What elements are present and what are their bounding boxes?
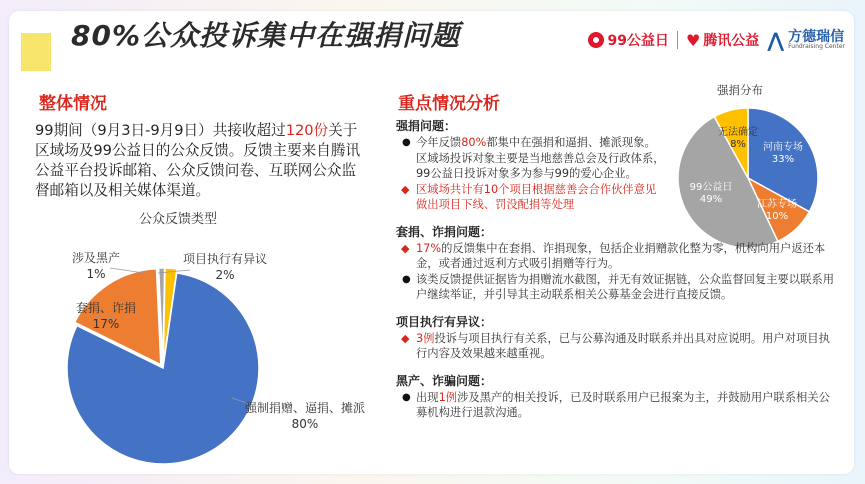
list-item: ◆ 区域场共计有10个项目根据慈善会合作伙伴意见做出项目下线、罚没配捐等处理 [401,182,657,211]
main-pie-label-1: 套捐、诈捐 17% [75,301,136,331]
logo-tencent-gongyi: ♥ 腾讯公益 [685,30,760,50]
logo-99-gongyiri: 99公益日 [588,30,668,50]
group-forced-donation: 强捐问题： ● 今年反馈80%都集中在强捐和逼捐、摊派现象。区域场投诉对象主要是当地慈善总会及行政体系，99公益日投诉对象多为参与99的爱心企业。 ◆ 区域场共计有10个项目根据慈善会合作伙伴意见做出项目下线、罚没配捐等处理 [396,119,665,211]
list-item: ◆ 17%的反馈集中在套捐、诈捐现象，包括企业捐赠款化整为零，机构向用户返还本金，或者通过返利方式吸引捐赠等行为。 [401,241,826,270]
group-black-industry: 黑产、诈骗问题： ● 出现1例涉及黑产的相关投诉，已及时联系用户已报案为主，并鼓励用户联系相关公募机构进行退款沟通。 [396,372,836,421]
logo-fangde: ⋀ 方德瑞信 Fundraising Center [767,28,845,52]
small-pie-label-1: 江苏专场 10% [757,199,797,222]
overall-heading: 整体情况 [39,94,107,114]
small-pie-label-3: 无法确定 8% [718,127,758,150]
list-item: ◆ 3例投诉与项目执行有关系，已与公募沟通及时联系并出具对应说明。用户对项目执行内容及效果越来越重视。 [401,331,830,360]
fangde-icon: ⋀ [767,28,785,52]
main-pie-label-3: 项目执行有异议 2% [182,252,267,282]
page-title: 80%公众投诉集中在强捐问题 [71,19,461,52]
list-item: ● 出现1例涉及黑产的相关投诉，已及时联系用户已报案为主，并鼓励用户联系相关公募机构进行退款沟通。 [402,390,830,419]
analysis-column [396,117,836,421]
small-pie-label-2: 99公益日 49% [689,182,733,205]
intro-text: 99期间（9月3日-9月9日）共接收超过120份关于区域场及99公益日的公众反馈。反馈主要来自腾讯公益平台投诉邮箱、公众反馈问卷、互联网公众监督邮箱以及相关媒体渠道。 [35,122,361,199]
intro-highlight: 120份 [285,122,329,139]
main-pie-title: 公众反馈类型 [139,212,218,227]
main-pie-label-2: 涉及黑产 1% [71,251,120,281]
small-pie-title: 强捐分布 [717,83,763,97]
group-fraud-donation: 套捐、诈捐问题： ◆ 17%的反馈集中在套捐、诈捐现象，包括企业捐赠款化整为零，机构向用户返还本金，或者通过返利方式吸引捐赠等行为。 ● 该类反馈提供证据皆为捐赠流水截图，并无有效证据链，公众监督回复主要以联系用户继续举证，并引导其主动联系相关公募基金会进行直接反馈。 [396,224,834,301]
list-item: ● 今年反馈80%都集中在强捐和逼捐、摊派现象。区域场投诉对象主要是当地慈善总会及行政体系，99公益日投诉对象多为参与99的爱心企业。 [402,136,665,180]
heart-icon: ♥ [685,30,701,50]
list-item: ● 该类反馈提供证据皆为捐赠流水截图，并无有效证据链，公众监督回复主要以联系用户继续举证，并引导其主动联系相关公募基金会进行直接反馈。 [402,272,834,301]
analysis-heading: 重点情况分析 [398,94,500,114]
main-pie-label-0: 强制捐赠、逼捐、摊派 80% [244,401,365,431]
group-execution-dispute: 项目执行有异议： ◆ 3例投诉与项目执行有关系，已与公募沟通及时联系并出具对应说明。用户对项目执行内容及效果越来越重视。 [396,313,836,362]
small-pie-label-0: 河南专场 33% [763,142,803,165]
